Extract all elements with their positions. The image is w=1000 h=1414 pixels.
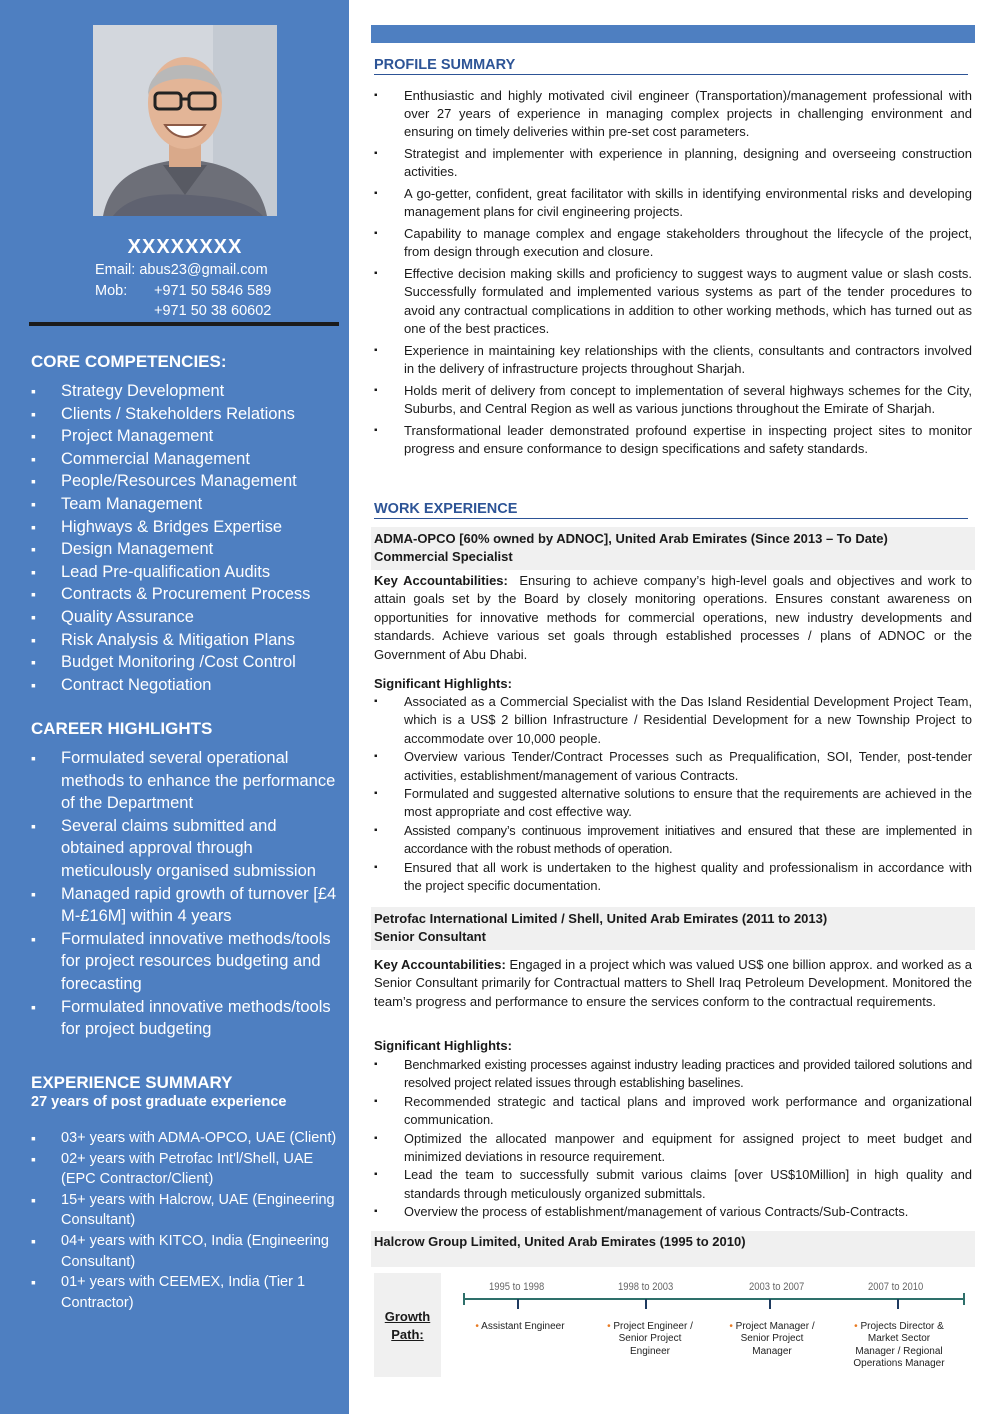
list-item: ▪ Design Management [31,538,343,561]
timeline-role [600,1321,700,1358]
list-item: ▪ Overview various Tender/Contract Processes such as Prequalification, SOI, Tender, post-tender activities, establishment/management of various Contracts. [374,748,972,785]
core-competencies-list [31,380,343,696]
growth-path-timeline [452,1273,974,1383]
growth-path-label: Growth Path: [374,1273,441,1377]
job-header-adma [371,527,975,570]
list-item: ▪ Formulated and suggested alternative solutions to ensure that the requirements are achieved in the most appropriate and cost effective way. [374,785,972,822]
list-item: ▪ Several claims submitted and obtained approval through meticulously organised submission [31,815,343,883]
key-accountabilities-label: Key Accountabilities: [374,957,506,972]
list-item: ▪ Strategy Development [31,380,343,403]
profile-photo [93,25,277,216]
list-item: ▪ Quality Assurance [31,606,343,629]
highlights-list-petrofac [374,1056,972,1222]
bullet-dot-icon: • [729,1321,733,1332]
list-item: ▪ Contract Negotiation [31,674,343,697]
list-item: ▪ Budget Monitoring /Cost Control [31,651,343,674]
career-highlights-heading: CAREER HIGHLIGHTS [31,719,213,738]
experience-summary-subtitle: 27 years of post graduate experience [31,1094,287,1110]
list-item: ▪ Commercial Management [31,448,343,471]
list-item: ▪ 03+ years with ADMA-OPCO, UAE (Client) [31,1128,343,1149]
job-company: Halcrow Group Limited, United Arab Emirates (1995 to 2010) [374,1234,746,1249]
timeline-role-text: Projects Director & Market Sector Manager / Regional Operations Manager [853,1321,945,1369]
timeline-role-text: Assistant Engineer [481,1321,565,1332]
list-item: ▪ Highways & Bridges Expertise [31,516,343,539]
experience-summary-heading: EXPERIENCE SUMMARY [31,1073,233,1092]
list-item: ▪ Clients / Stakeholders Relations [31,403,343,426]
significant-highlights-label: Significant Highlights: [374,1038,512,1053]
list-item: ▪ 04+ years with KITCO, India (Engineering Consultant) [31,1231,343,1272]
list-item: ▪ 15+ years with Halcrow, UAE (Engineering Consultant) [31,1190,343,1231]
list-item: ▪ Lead Pre-qualification Audits [31,561,343,584]
timeline-role [470,1321,570,1333]
list-item: ▪ 01+ years with CEEMEX, India (Tier 1 Contractor) [31,1272,343,1313]
top-accent-bar [371,25,975,43]
timeline-graphic [452,1273,974,1313]
list-item: ▪ Optimized the allocated manpower and equipment for assigned project to meet budget and minimized deviations in resource requirement. [374,1130,972,1167]
list-item: ▪ A go-getter, confident, great facilitator with skills in identifying environmental risks and developing management plans for civil engineering projects. [374,185,972,221]
career-highlights-list [31,747,343,1041]
significant-highlights-label: Significant Highlights: [374,676,512,691]
list-item: ▪ Team Management [31,493,343,516]
mob-label: Mob: [95,283,128,299]
key-accountabilities-adma [374,572,972,664]
key-accountabilities-label: Key Accountabilities: [374,573,508,588]
list-item: ▪ Experience in maintaining key relationships with the clients, consultants and contractors involved in the delivery of infrastructure projects throughout Sharjah. [374,342,972,378]
list-item: ▪ Transformational leader demonstrated profound expertise in inspecting project sites to monitor progress and ensure conformance to design specifications and safety standards. [374,422,972,458]
profile-summary-heading: PROFILE SUMMARY [374,57,968,75]
list-item: ▪ Holds merit of delivery from concept to implementation of several highways schemes for the City, Suburbs, and Central Region as well as various junctions throughout the Emirate of Sharjah. [374,382,972,418]
list-item: ▪ Overview the process of establishment/management of various Contracts/Sub-Contracts. [374,1203,972,1221]
timeline-period: 1998 to 2003 [618,1281,674,1293]
list-item: ▪ Ensured that all work is undertaken to the highest quality and professionalism in accordance with the project specific documentation. [374,859,972,896]
highlights-list-adma [374,693,972,895]
email-value[interactable]: abus23@gmail.com [139,262,268,278]
email-line [95,262,268,278]
timeline-role [722,1321,822,1358]
job-company: Petrofac International Limited / Shell, United Arab Emirates (2011 to 2013) [374,911,828,926]
key-accountabilities-text: Engaged in a project which was valued US$ one billion approx. and worked as a Senior Consultant primarily for Contractual matters to Shell Iraq Petroleum Development. Monitored the team’s progress and performance to ensure the services conform to the contractual requirements. [374,957,972,1009]
list-item: ▪ Strategist and implementer with experience in planning, designing and overseeing construction activities. [374,145,972,181]
list-item: ▪ Formulated innovative methods/tools for project budgeting [31,996,343,1041]
experience-summary-list [31,1128,343,1313]
bullet-dot-icon: • [475,1321,479,1332]
email-label: Email: [95,262,136,278]
job-company: ADMA-OPCO [60% owned by ADNOC], United Arab Emirates (Since 2013 – To Date) [374,531,888,546]
job-header-petrofac [371,907,975,950]
key-accountabilities-text: Ensuring to achieve company’s high-level goals and objectives and work to attain goals set by the Board by closely monitoring operations. Ensures constant awareness on opportunities for innovative methods for commercial operations, new industry developments and standards. Achieve various set goals through established processes / plans of ADNOC or the Government of Abu Dhabi. [374,573,972,662]
timeline-period: 2007 to 2010 [868,1281,924,1293]
list-item: ▪ Contracts & Procurement Process [31,583,343,606]
phone-1[interactable]: +971 50 5846 589 [154,283,272,299]
timeline-role-text: Project Manager / Senior Project Manager [735,1321,815,1357]
core-competencies-heading: CORE COMPETENCIES: [31,352,227,371]
key-accountabilities-petrofac [374,956,972,1011]
job-role: Senior Consultant [374,929,486,945]
bullet-dot-icon: • [854,1321,858,1332]
sidebar-divider [29,322,339,326]
list-item: ▪ Formulated innovative methods/tools for project resources budgeting and forecasting [31,928,343,996]
list-item: ▪ Benchmarked existing processes against industry leading practices and provided tailored solutions and resolved project related issues through establishing baselines. [374,1056,972,1093]
list-item: ▪ Lead the team to successfully submit various claims [over US$10Million] in high quality and standards through meticulously organized submittals. [374,1166,972,1203]
bullet-dot-icon: • [607,1321,611,1332]
list-item: ▪ Recommended strategic and tactical plans and improved work performance and organizational communication. [374,1093,972,1130]
list-item: ▪ Assisted company’s continuous improvement initiatives and ensured that these are implemented in accordance with the robust methods of operation. [374,822,972,859]
sidebar [0,0,349,1414]
list-item: ▪ People/Resources Management [31,470,343,493]
list-item: ▪ Project Management [31,425,343,448]
job-role: Commercial Specialist [374,549,513,565]
list-item: ▪ Enthusiastic and highly motivated civil engineer (Transportation)/management professional with over 27 years of experience in managing complex projects in challenging environment and ensuring on timely deliveries within pre-set cost parameters. [374,87,972,142]
list-item: ▪ Formulated several operational methods to enhance the performance of the Department [31,747,343,815]
list-item: ▪ Managed rapid growth of turnover [£4 M-£16M] within 4 years [31,883,343,928]
list-item: ▪ Effective decision making skills and proficiency to suggest ways to augment value or slash costs. Successfully formulated and implemented various systems as part of the tender procedures to avoid any contractual complications in addition to other working methods, which has turned out as one of the best practices. [374,265,972,338]
timeline-period: 2003 to 2007 [749,1281,805,1293]
list-item: ▪ Capability to manage complex and engage stakeholders throughout the lifecycle of the project, from design through execution and closure. [374,225,972,261]
person-portrait-icon [93,25,277,216]
profile-summary-list [374,87,972,462]
job-header-halcrow [371,1231,975,1267]
candidate-name: XXXXXXXX [127,236,243,258]
list-item: ▪ Associated as a Commercial Specialist with the Das Island Residential Development Project Team, which is a US$ 2 billion Infrastructure / Residential Development for a new Township Project to accommodate over 10,000 people. [374,693,972,748]
phone-2[interactable]: +971 50 38 60602 [154,303,272,319]
list-item: ▪ 02+ years with Petrofac Int'l/Shell, UAE (EPC Contractor/Client) [31,1149,343,1190]
timeline-role-text: Project Engineer / Senior Project Engineer [613,1321,693,1357]
timeline-role [848,1321,950,1370]
timeline-period: 1995 to 1998 [489,1281,545,1293]
list-item: ▪ Risk Analysis & Mitigation Plans [31,629,343,652]
work-experience-heading: WORK EXPERIENCE [374,501,968,519]
